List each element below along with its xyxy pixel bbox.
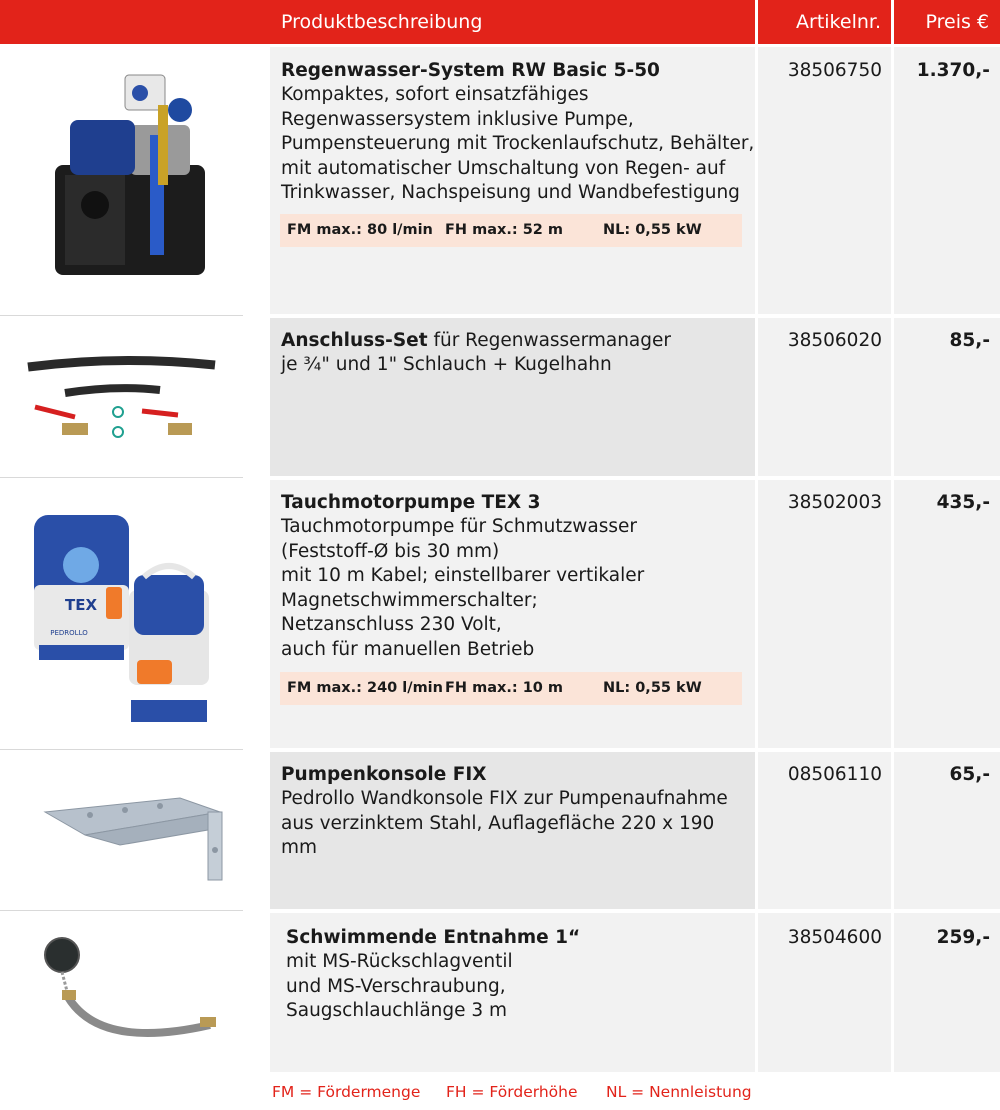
rainwater-system-icon xyxy=(40,65,220,290)
row-divider xyxy=(0,749,243,750)
product-title-suffix: für Regenwassermanager xyxy=(427,330,671,351)
price-cell xyxy=(894,47,1000,314)
spec-flow: FM max.: 80 l/min xyxy=(287,222,433,238)
hose-set-icon xyxy=(20,345,220,445)
product-title: Tauchmotorpumpe TEX 3 xyxy=(281,492,541,513)
spec-flow: FM max.: 240 l/min xyxy=(287,680,443,696)
article-number: 38506750 xyxy=(787,60,882,81)
price-value: 65,- xyxy=(949,764,990,785)
image-label: TEX xyxy=(64,596,98,614)
product-description: je ¾" und 1" Schlauch + Kugelhahn xyxy=(281,354,612,375)
submersible-pump-icon xyxy=(14,495,229,730)
price-value: 1.370,- xyxy=(916,60,990,81)
header-article: Artikelnr. xyxy=(796,11,881,33)
legend-nl: NL = Nennleistung xyxy=(606,1083,752,1101)
spec-power: NL: 0,55 kW xyxy=(603,222,702,238)
image-brand: PEDROLLO xyxy=(50,629,88,637)
price-value: 435,- xyxy=(936,492,990,513)
legend-fm: FM = Fördermenge xyxy=(272,1083,421,1101)
product-title: Schwimmende Entnahme 1“ xyxy=(286,927,581,948)
table-header xyxy=(0,0,1000,44)
article-number: 08506110 xyxy=(787,764,882,785)
article-cell xyxy=(758,47,891,314)
row-divider xyxy=(0,477,243,478)
product-description: mit MS-Rückschlagventil und MS-Verschraubung, Saugschlauchlänge 3 m xyxy=(286,951,513,1021)
spec-bar xyxy=(280,214,742,247)
article-number: 38506020 xyxy=(787,330,882,351)
price-value: 259,- xyxy=(936,927,990,948)
price-value: 85,- xyxy=(949,330,990,351)
header-price: Preis € xyxy=(925,11,989,33)
spec-head: FH max.: 10 m xyxy=(445,680,564,696)
row-divider xyxy=(0,910,243,911)
product-description: Pedrollo Wandkonsole FIX zur Pumpenaufnahme aus verzinktem Stahl, Auflagefläche 220 x 190 mm xyxy=(281,788,728,858)
wall-bracket-icon xyxy=(40,790,230,885)
row-divider xyxy=(0,315,243,316)
price-cell xyxy=(894,480,1000,748)
spec-power: NL: 0,55 kW xyxy=(603,680,702,696)
product-description: Kompaktes, sofort einsatzfähiges Regenwassersystem inklusive Pumpe, Pumpensteuerung mit Trockenlaufschutz, Behälter, mit automatischer Umschaltung von Regen- auf Trinkwasser, Nachspeisung und Wandbefestigung xyxy=(281,84,755,203)
product-title: Regenwasser-System RW Basic 5-50 xyxy=(281,60,660,81)
product-title: Pumpenkonsole FIX xyxy=(281,764,487,785)
product-title-line xyxy=(281,328,755,353)
legend-fh: FH = Förderhöhe xyxy=(446,1083,578,1101)
spec-bar xyxy=(280,672,742,705)
spec-head: FH max.: 52 m xyxy=(445,222,564,238)
header-description: Produktbeschreibung xyxy=(281,11,483,33)
product-description: Tauchmotorpumpe für Schmutzwasser (Feststoff-Ø bis 30 mm) mit 10 m Kabel; einstellbarer vertikaler Magnetschwimmerschalter; Netzanschluss 230 Volt, auch für manuellen Betrieb xyxy=(281,516,645,660)
floating-intake-icon xyxy=(40,935,220,1065)
article-number: 38502003 xyxy=(787,492,882,513)
article-cell xyxy=(758,480,891,748)
article-number: 38504600 xyxy=(787,927,882,948)
product-title: Anschluss-Set xyxy=(281,330,428,351)
